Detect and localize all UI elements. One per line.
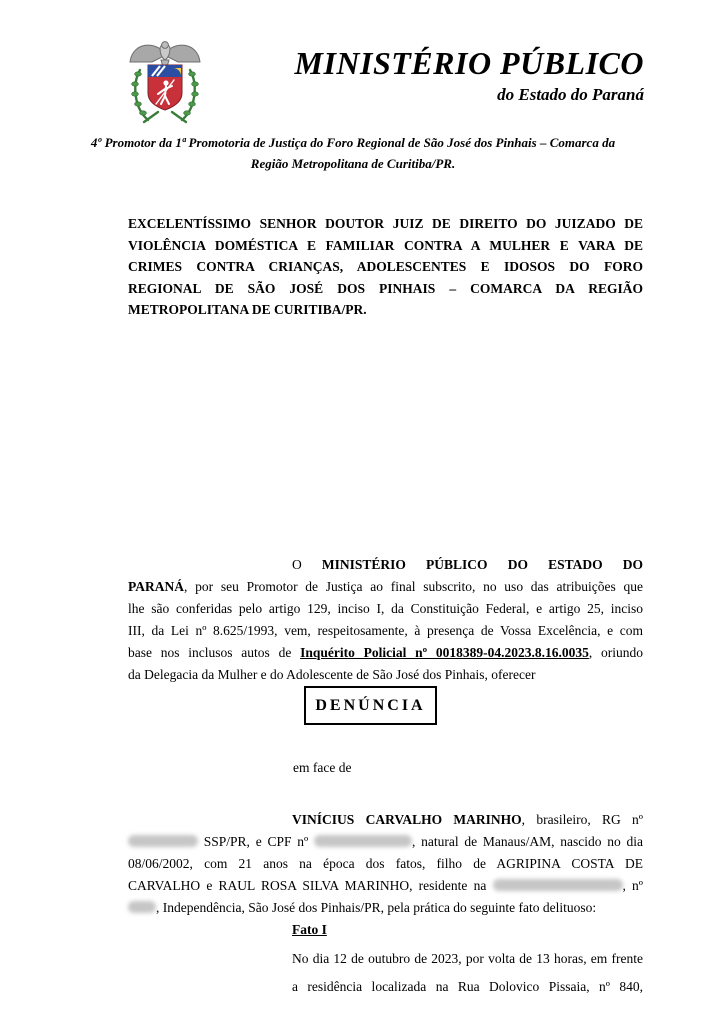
- text-line: [128, 875, 643, 897]
- text-segment: III, da Lei nº 8.625/1993, vem, respeitosamente, à presença de Vossa Excelência, e com: [128, 623, 643, 638]
- text-line: [128, 642, 643, 664]
- text-line: [128, 278, 643, 300]
- ministry-subtitle: do Estado do Paraná: [497, 85, 644, 104]
- redacted-text: [493, 879, 623, 891]
- denuncia-label: DENÚNCIA: [315, 696, 426, 714]
- text-line: [128, 809, 643, 831]
- fato-1-body: [292, 945, 643, 1000]
- text-segment: a residência localizada na Rua Dolovico Pissaia, nº 840,: [292, 978, 643, 994]
- text-segment: O: [292, 557, 322, 572]
- text-segment: EXCELENTÍSSIMO SENHOR DOUTOR JUIZ DE DIREITO DO JUIZADO DE: [128, 216, 643, 231]
- defendant-paragraph: [128, 809, 643, 919]
- ministry-title: MINISTÉRIO PÚBLICO: [294, 45, 644, 81]
- text-line: [128, 554, 643, 576]
- text-segment: da Delegacia da Mulher e do Adolescente de São José dos Pinhais, oferecer: [128, 667, 536, 682]
- text-line: [128, 598, 643, 620]
- text-segment: METROPOLITANA DE CURITIBA/PR.: [128, 302, 367, 317]
- fato-1-heading: Fato I: [292, 922, 327, 937]
- text-segment: , natural de Manaus/AM, nascido no dia: [411, 834, 643, 849]
- redacted-text: [128, 835, 198, 847]
- text-segment: REGIONAL DE SÃO JOSÉ DOS PINHAIS – COMARCA DA REGIÃO: [128, 280, 643, 296]
- text-segment: base nos inclusos autos de: [128, 645, 301, 660]
- text-segment: VIOLÊNCIA DOMÉSTICA E FAMILIAR CONTRA A MULHER E VARA DE: [128, 237, 643, 253]
- em-face-de-text: em face de: [293, 760, 352, 775]
- text-line: [128, 853, 643, 875]
- redacted-text: [314, 835, 412, 847]
- text-line: [128, 664, 643, 686]
- text-line: [128, 897, 643, 919]
- text-segment: VINÍCIUS CARVALHO MARINHO: [292, 812, 522, 827]
- text-line: [128, 576, 643, 598]
- text-segment: lhe são conferidas pelo artigo 129, inciso I, da Constituição Federal, e artigo 25, inciso: [128, 601, 643, 616]
- text-segment: , nº: [622, 878, 643, 893]
- text-line: [128, 256, 643, 278]
- office-line: 4º Promotor da 1ª Promotoria de Justiça do Foro Regional de São José dos Pinhais – Comarca da: [90, 135, 616, 150]
- text-line: [128, 620, 643, 642]
- text-segment: , Independência, São José dos Pinhais/PR, pela prática do seguinte fato delituoso:: [156, 900, 597, 915]
- text-segment: 08/06/2002, com 21 anos na época dos fatos, filho de AGRIPINA COSTA DE: [128, 856, 643, 871]
- text-segment: MINISTÉRIO PÚBLICO DO ESTADO DO: [321, 557, 643, 572]
- text-line: [128, 831, 643, 853]
- text-segment: PARANÁ: [128, 579, 184, 594]
- header-title-block: [294, 44, 644, 105]
- prosecutor-office-heading: [83, 132, 623, 174]
- text-line: [128, 299, 643, 321]
- text-segment: SSP/PR, e CPF nº: [198, 834, 314, 849]
- text-segment: , brasileiro, RG nº: [521, 812, 643, 827]
- parana-coat-of-arms-logo: [122, 36, 208, 126]
- text-segment: , oriundo: [588, 645, 643, 660]
- intro-paragraph: [128, 554, 643, 686]
- text-segment: CRIMES CONTRA CRIANÇAS, ADOLESCENTES E IDOSOS DO FORO: [128, 259, 643, 274]
- text-line: [128, 235, 643, 257]
- text-segment: , por seu Promotor de Justiça ao final subscrito, no uso das atribuições que: [184, 579, 643, 594]
- text-segment: CARVALHO e RAUL ROSA SILVA MARINHO, residente na: [128, 878, 493, 893]
- redacted-text: [128, 901, 156, 913]
- addressee-block: [128, 213, 643, 321]
- coat-of-arms-icon: [122, 36, 208, 126]
- text-line: [128, 213, 643, 235]
- text-segment: Inquérito Policial nº 0018389-04.2023.8.16.0035: [300, 645, 589, 660]
- text-segment: No dia 12 de outubro de 2023, por volta de 13 horas, em frente: [292, 951, 643, 966]
- text-line: [292, 945, 643, 973]
- denuncia-title-box: [304, 686, 437, 725]
- office-line: Região Metropolitana de Curitiba/PR.: [250, 156, 456, 171]
- text-line: [292, 973, 643, 1001]
- fato-1-section: [292, 919, 643, 1000]
